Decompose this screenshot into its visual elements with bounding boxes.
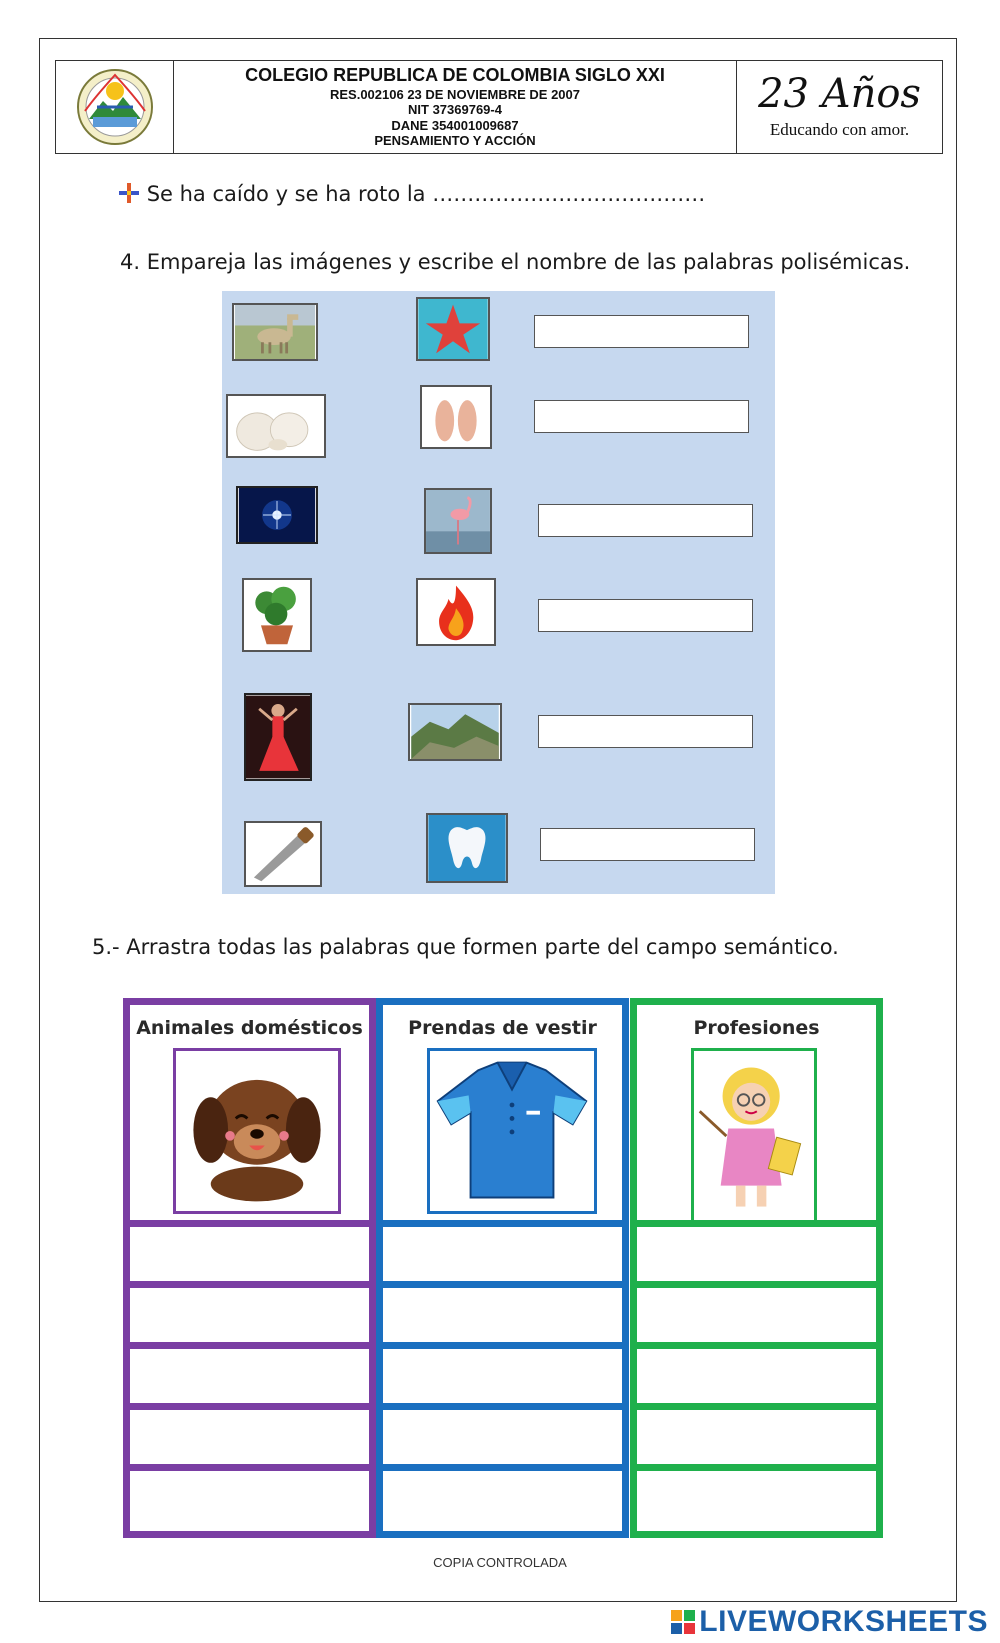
- motto-text: PENSAMIENTO Y ACCIÓN: [374, 133, 536, 149]
- drop-cell-prendas-3[interactable]: [383, 1342, 622, 1396]
- drop-cell-animales-1[interactable]: [130, 1220, 369, 1274]
- answer-input-2[interactable]: [534, 400, 749, 433]
- drop-cell-profesiones-5[interactable]: [637, 1464, 876, 1518]
- drop-cell-profesiones-4[interactable]: [637, 1403, 876, 1457]
- flame-icon: [418, 580, 494, 644]
- drop-cell-profesiones-3[interactable]: [637, 1342, 876, 1396]
- answer-input-1[interactable]: [534, 315, 749, 348]
- anniversary-years: 23 Años: [758, 71, 921, 117]
- column-title-animales: Animales domésticos: [136, 1017, 363, 1039]
- brand-text: LIVEWORKSHEETS: [699, 1605, 988, 1638]
- liveworksheets-logo-icon: [671, 1610, 695, 1634]
- school-info: [174, 61, 736, 153]
- answer-input-4[interactable]: [538, 599, 753, 632]
- drop-cell-profesiones-2[interactable]: [637, 1281, 876, 1335]
- school-crest-icon: [75, 67, 155, 147]
- school-logo: [56, 61, 174, 153]
- handsaw-icon: [246, 823, 320, 885]
- exercise4-instruction: 4. Empareja las imágenes y escribe el nombre de las palabras polisémicas.: [120, 250, 911, 274]
- anniversary-box: [736, 61, 942, 153]
- column-title-prendas: Prendas de vestir: [408, 1017, 597, 1039]
- drop-cell-prendas-4[interactable]: [383, 1403, 622, 1457]
- star-light-photo[interactable]: [236, 486, 318, 544]
- drop-cell-prendas-2[interactable]: [383, 1281, 622, 1335]
- flame-photo[interactable]: [416, 578, 496, 646]
- llama-icon: [234, 305, 316, 359]
- puppy-image: [173, 1048, 341, 1214]
- shining-star-icon: [238, 488, 316, 542]
- mountain-range-icon: [410, 705, 500, 759]
- drop-cell-prendas-1[interactable]: [383, 1220, 622, 1274]
- column-profesiones: [630, 998, 883, 1538]
- tooth-photo[interactable]: [426, 813, 508, 883]
- sentence-text: Se ha caído y se ha roto la …………………………………: [146, 182, 706, 206]
- slogan-text: Educando con amor.: [769, 120, 910, 139]
- garlic-icon: [228, 396, 324, 456]
- plant-pot-photo[interactable]: [242, 578, 312, 652]
- controlled-copy-note: COPIA CONTROLADA: [433, 1555, 567, 1570]
- answer-input-5[interactable]: [538, 715, 753, 748]
- drop-cell-animales-5[interactable]: [130, 1464, 369, 1518]
- puppy-icon: [176, 1051, 338, 1211]
- answer-input-3[interactable]: [538, 504, 753, 537]
- drop-cell-animales-4[interactable]: [130, 1403, 369, 1457]
- exercise4-panel: [222, 291, 775, 894]
- sentence-line: [118, 182, 705, 206]
- potted-plant-icon: [244, 580, 310, 650]
- bullet-cross-icon: [118, 182, 140, 204]
- starfish-icon: [418, 299, 488, 359]
- dane-text: DANE 354001009687: [391, 117, 519, 133]
- school-header: [55, 60, 943, 154]
- drop-cell-profesiones-1[interactable]: [637, 1220, 876, 1274]
- drop-cell-animales-2[interactable]: [130, 1281, 369, 1335]
- mountain-range-photo[interactable]: [408, 703, 502, 761]
- school-name: COLEGIO REPUBLICA DE COLOMBIA SIGLO XXI: [245, 65, 665, 86]
- column-title-profesiones: Profesiones: [693, 1017, 820, 1039]
- drop-cell-animales-3[interactable]: [130, 1342, 369, 1396]
- feet-icon: [422, 387, 490, 447]
- answer-input-6[interactable]: [540, 828, 755, 861]
- starfish-photo[interactable]: [416, 297, 490, 361]
- llama-photo[interactable]: [232, 303, 318, 361]
- garlic-photo[interactable]: [226, 394, 326, 458]
- flamenco-dancer-photo[interactable]: [244, 693, 312, 781]
- nit-text: NIT 37369769-4: [408, 102, 502, 118]
- column-prendas: [376, 998, 629, 1538]
- flamingo-icon: [426, 490, 490, 552]
- exercise5-instruction: 5.- Arrastra todas las palabras que formen parte del campo semántico.: [92, 935, 839, 959]
- drop-cell-prendas-5[interactable]: [383, 1464, 622, 1518]
- shirt-image: [427, 1048, 597, 1214]
- teacher-icon: [694, 1051, 814, 1225]
- resolution-text: RES.002106 23 DE NOVIEMBRE DE 2007: [329, 86, 580, 102]
- column-animales: [123, 998, 376, 1538]
- handsaw-photo[interactable]: [244, 821, 322, 887]
- flamingo-photo[interactable]: [424, 488, 492, 554]
- flamenco-dancer-icon: [246, 695, 310, 779]
- liveworksheets-brand[interactable]: [671, 1605, 988, 1639]
- molar-tooth-icon: [428, 815, 506, 881]
- teacher-image: [691, 1048, 817, 1228]
- shirt-icon: [430, 1051, 594, 1211]
- feet-photo[interactable]: [420, 385, 492, 449]
